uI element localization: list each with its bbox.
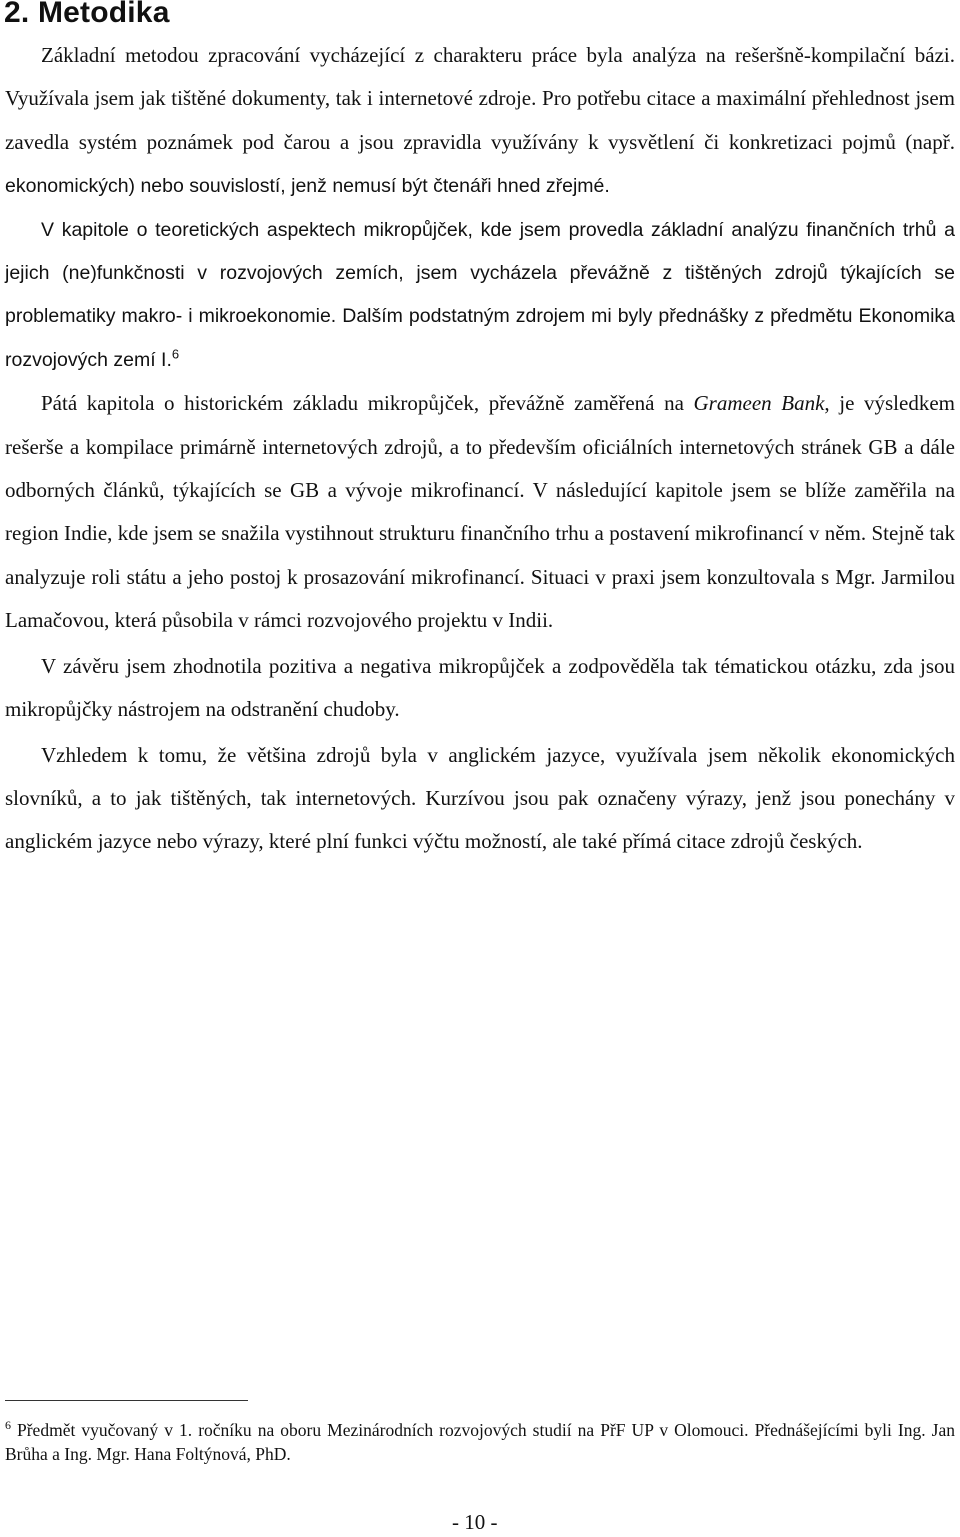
grameen-bank-term: Grameen Bank <box>693 391 825 416</box>
paragraph-history-part2: , je výsledkem rešerše a kompilace primárně internetových zdrojů, a to především oficiálních internetových stránek GB a dále odborných článků, týkajících se GB a vývoje mikrofinancí. V následující kapitole jsem se blíže zaměřila na region Indie, kde jsem se snažila vystihnout strukturu finančního trhu a postavení mikrofinancí v něm. Stejně tak analyzuje roli státu a jeho postoj k prosazování mikrofinancí. Situaci v praxi jsem konzultovala s Mgr. Jarmilou Lamačovou, která působila v rámci rozvojového projektu v Indii. <box>5 391 955 633</box>
footnote-separator <box>5 1400 248 1401</box>
paragraph-conclusion: V závěru jsem zhodnotila pozitiva a negativa mikropůjček a zodpověděla tak tématickou otázku, zda jsou mikropůjčky nástrojem na odstranění chudoby. <box>5 653 955 722</box>
paragraph-history <box>5 382 955 642</box>
paragraph-history-part1: Pátá kapitola o historickém základu mikropůjček, převážně zaměřená na <box>41 391 694 416</box>
body-text <box>5 34 955 864</box>
page-number: - 10 - <box>452 1510 498 1534</box>
paragraph-theory-part2: Dalším podstatným zdrojem mi byly přednášky z předmětu Ekonomika rozvojových zemí I. <box>5 305 956 371</box>
paragraph-theory <box>5 209 955 383</box>
footnote-number: 6 <box>5 1418 11 1433</box>
paragraph-method <box>5 34 955 209</box>
footnote-reference[interactable]: 6 <box>171 346 180 362</box>
footnote <box>5 1418 955 1466</box>
paragraph-sources: Vzhledem k tomu, že většina zdrojů byla v anglickém jazyce, využívala jsem několik ekonomických slovníků, a to jak tištěných, tak internetových. Kurzívou jsou pak označeny výrazy, jenž jsou ponechány v anglickém jazyce nebo výrazy, které plní funkci výčtu možností, ale také přímá citace zdrojů českých. <box>5 742 955 854</box>
paragraph-method-part2: ekonomických) nebo souvislostí, jenž nemusí být čtenáři hned zřejmé. <box>5 175 610 198</box>
paragraph-theory-part1: V kapitole o teoretických aspektech mikropůjček, kde jsem provedla základní analýzu finančních trhů a jejich (ne)funkčnosti v rozvojových zemích, jsem vycházela převážně z tištěných zdrojů týkajících se problematiky makro- i mikroekonomie. <box>5 218 955 328</box>
footnote-text: Předmět vyučovaný v 1. ročníku na oboru Mezinárodních rozvojových studií na PřF UP v Olomouci. Přednášejícími byli Ing. Jan Brůha a Ing. Mgr. Hana Foltýnová, PhD. <box>5 1420 955 1464</box>
paragraph-method-part1: Základní metodou zpracování vycházející z charakteru práce byla analýza na rešeršně-kompilační bázi. Využívala jsem jak tištěné dokumenty, tak i internetové zdroje. Pro potřebu citace a maximální přehlednost jsem zavedla systém poznámek pod čarou a jsou zpravidla využívány k vysvětlení či konkretizaci pojmů (např. <box>5 43 955 154</box>
section-heading: 2. Metodika <box>4 0 170 29</box>
